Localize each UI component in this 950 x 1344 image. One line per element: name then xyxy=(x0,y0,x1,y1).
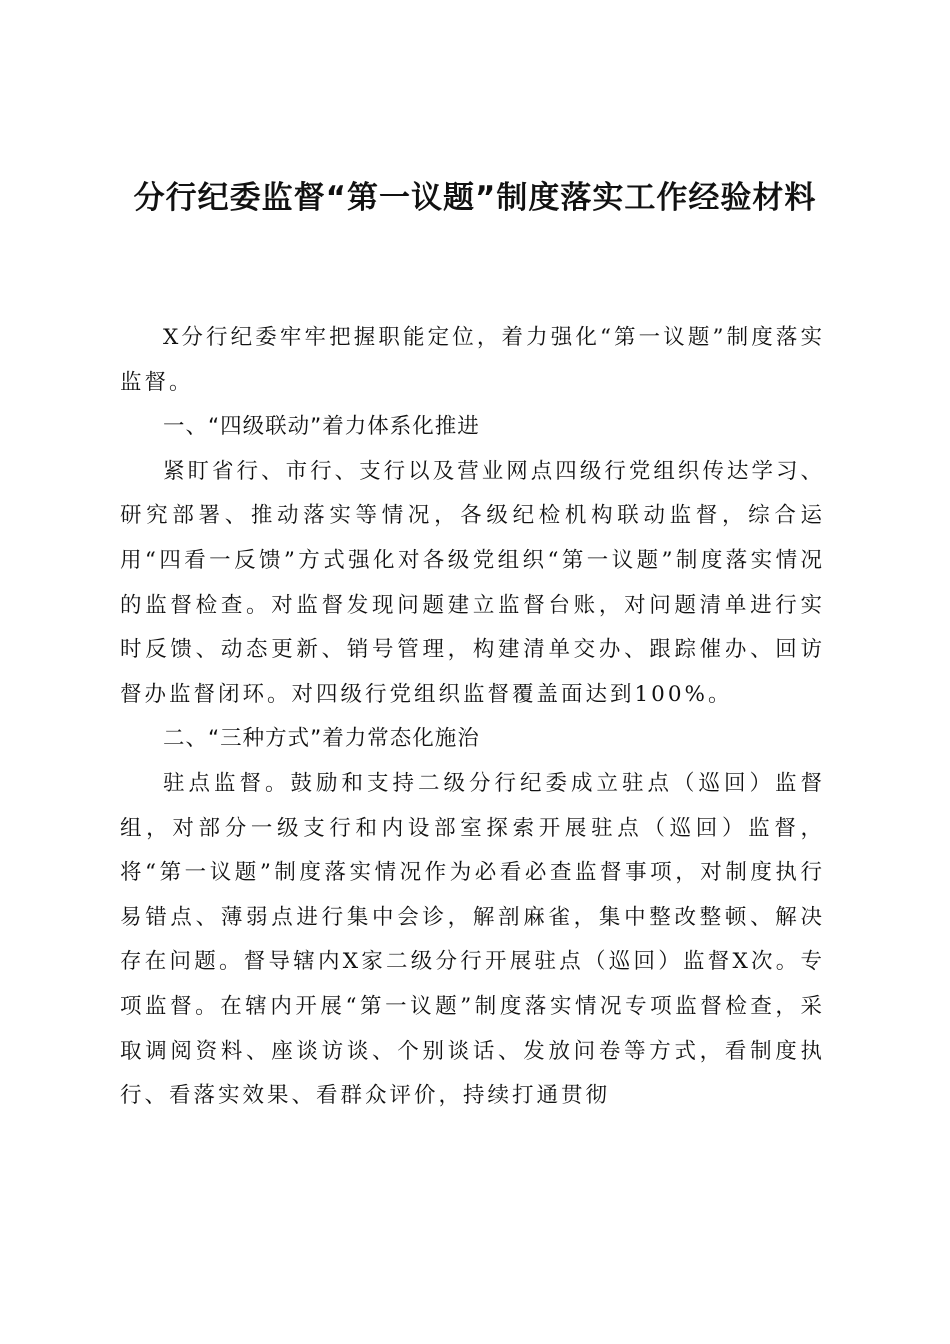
document-body xyxy=(120,316,825,1119)
section-1-paragraph: 紧盯省行、市行、支行以及营业网点四级行党组织传达学习、研究部署、推动落实等情况，各级纪检机构联动监督，综合运用“四看一反馈”方式强化对各级党组织“第一议题”制度落实情况的监督检查。对监督发现问题建立监督台账，对问题清单进行实时反馈、动态更新、销号管理，构建清单交办、跟踪催办、回访督办监督闭环。对四级行党组织监督覆盖面达到100%。 xyxy=(120,458,825,707)
section-2-paragraph: 驻点监督。鼓励和支持二级分行纪委成立驻点（巡回）监督组，对部分一级支行和内设部室探索开展驻点（巡回）监督，将“第一议题”制度落实情况作为必看必查监督事项，对制度执行易错点、薄弱点进行集中会诊，解剖麻雀，集中整改整顿、解决存在问题。督导辖内X家二级分行开展驻点（巡回）监督X次。专项监督。在辖内开展“第一议题”制度落实情况专项监督检查，采取调阅资料、座谈访谈、个别谈话、发放问卷等方式，看制度执行、看落实效果、看群众评价，持续打通贯彻 xyxy=(120,770,825,1109)
intro-paragraph: X分行纪委牢牢把握职能定位，着力强化“第一议题”制度落实监督。 xyxy=(120,325,825,395)
section-heading-2: 二、“三种方式”着力常态化施治 xyxy=(163,726,480,752)
document-title: 分行纪委监督“第一议题”制度落实工作经验材料 xyxy=(133,180,817,216)
section-heading-1: 一、“四级联动”着力体系化推进 xyxy=(163,414,480,440)
